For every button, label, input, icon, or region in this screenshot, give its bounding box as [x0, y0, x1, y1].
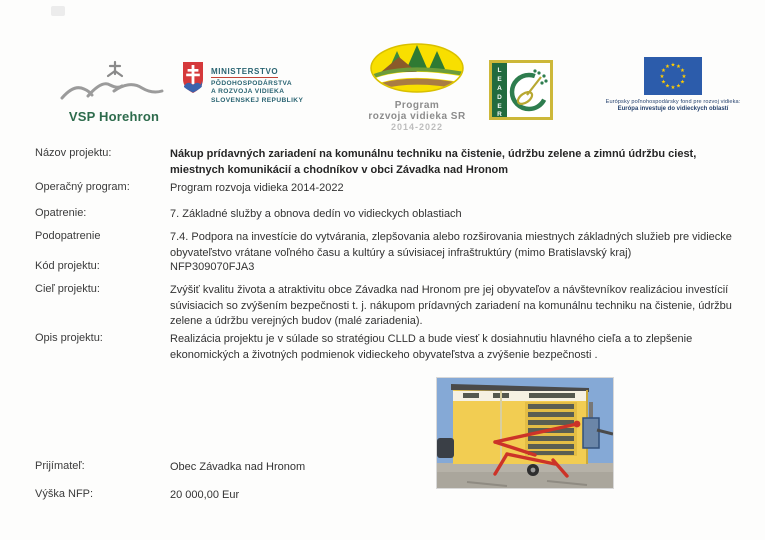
ministry-line4: SLOVENSKEJ REPUBLIKY: [211, 96, 304, 104]
eu-caption-line1: Európsky poľnohospodársky fond pre rozvoj vidieka:: [605, 99, 741, 105]
ministry-line1: MINISTERSTVO: [211, 67, 279, 76]
svg-text:★: ★: [681, 74, 687, 80]
program-rozvoja-vidieka-logo: [363, 42, 471, 133]
eu-caption-line2: Európa investuje do vidieckych oblastí: [617, 106, 729, 112]
svg-text:★: ★: [665, 64, 670, 70]
program-line1: Program: [394, 100, 440, 111]
svg-text:E: E: [497, 103, 502, 110]
leader-emblem-icon: [489, 60, 553, 120]
scan-artifact: [51, 6, 65, 16]
field-value-nazov-projektu: Nákup prídavných zariadení na komunálnu techniku na čistenie, údržbu zelene a zimnú údržbu ciest, miestnych komunikácií a chodníkov v obci Závadka nad Hronom: [170, 148, 697, 176]
field-value-opis-projektu: Realizácia projektu je v súlade so stratégiou CLLD a bude viesť k dosiahnutiu hlavného cieľa a to zlepšenie ekonomických a životných podmienok vidieckeho obyvateľstva a zvýšenie bezpečnosti .: [170, 333, 693, 361]
svg-text:★: ★: [661, 79, 666, 86]
svg-text:★: ★: [680, 68, 685, 74]
field-value-vyska-nfp: 20 000,00 Eur: [170, 489, 240, 501]
mountain-church-icon: [58, 58, 170, 106]
program-vidieka-emblem-icon: [367, 42, 467, 94]
ministry-logo: [181, 60, 313, 105]
slovak-coat-of-arms-icon: [181, 60, 205, 96]
field-value-prijimatel: Obec Závadka nad Hronom: [170, 461, 306, 473]
field-label-ciel-projektu: Cieľ projektu:: [35, 283, 100, 295]
field-label-opis-projektu: Opis projektu:: [35, 332, 103, 344]
vsp-horehron-logo: [56, 58, 172, 124]
vsp-horehron-label: VSP Horehron: [68, 109, 160, 124]
field-value-opatrenie: 7. Základné služby a obnova dedín vo vidieckych oblastiach: [170, 208, 462, 220]
field-label-nazov-projektu: Názov projektu:: [35, 147, 112, 159]
field-value-ciel-projektu: Zvýšiť kvalitu života a atraktivitu obce Závadka nad Hronom pre jej obyvateľov a návštevníkov realizáciou investícií súvisiacich so zvýšením bezpečnosti t. j. nákupom prídavných zariadení na komunálnu techniku na čistenie, údržbu zelene a údržbu verejných budov (malé zariadenia).: [170, 284, 732, 327]
svg-text:A: A: [497, 85, 502, 92]
field-value-podopatrenie: 7.4. Podpora na investície do vytvárania, zlepšovania alebo rozširovania miestnych základných služieb pre vidiecke obyvateľstvo vrátane voľného času a kultúry a súvisiacej infraštruktúry (mimo Bratislavský kraj): [170, 231, 732, 259]
field-label-vyska-nfp: Výška NFP:: [35, 488, 94, 500]
eu-flag-icon: [644, 57, 702, 95]
svg-text:★: ★: [670, 85, 676, 91]
svg-text:★: ★: [661, 68, 666, 74]
leader-logo: [489, 60, 553, 125]
field-label-operacny-program: Operačný program:: [35, 181, 130, 193]
eu-flag-block: [580, 57, 765, 112]
svg-text:★: ★: [676, 64, 681, 70]
program-line2: rozvoja vidieka SR: [368, 111, 466, 122]
ministry-line3: A ROZVOJA VIDIEKA: [211, 88, 285, 96]
svg-text:R: R: [497, 111, 502, 118]
field-label-podopatrenie: Podopatrenie: [35, 230, 101, 242]
svg-text:E: E: [497, 76, 502, 83]
field-value-operacny-program: Program rozvoja vidieka 2014-2022: [170, 182, 344, 194]
program-years: 2014-2022: [390, 122, 444, 132]
ministry-line2: PÔDOHOSPODÁRSTVA: [211, 80, 293, 87]
svg-text:★: ★: [676, 83, 681, 90]
svg-text:★: ★: [659, 74, 665, 80]
svg-text:D: D: [497, 94, 502, 101]
field-label-kod-projektu: Kód projektu:: [35, 260, 100, 272]
field-value-kod-projektu: NFP309070FJA3: [170, 261, 255, 273]
svg-text:★: ★: [665, 83, 670, 90]
ministry-text: [211, 60, 303, 105]
svg-text:★: ★: [680, 79, 685, 86]
svg-text:L: L: [497, 67, 502, 74]
svg-text:★: ★: [670, 62, 676, 69]
field-label-opatrenie: Opatrenie:: [35, 207, 87, 219]
field-label-prijimatel: Prijímateľ:: [35, 460, 85, 472]
